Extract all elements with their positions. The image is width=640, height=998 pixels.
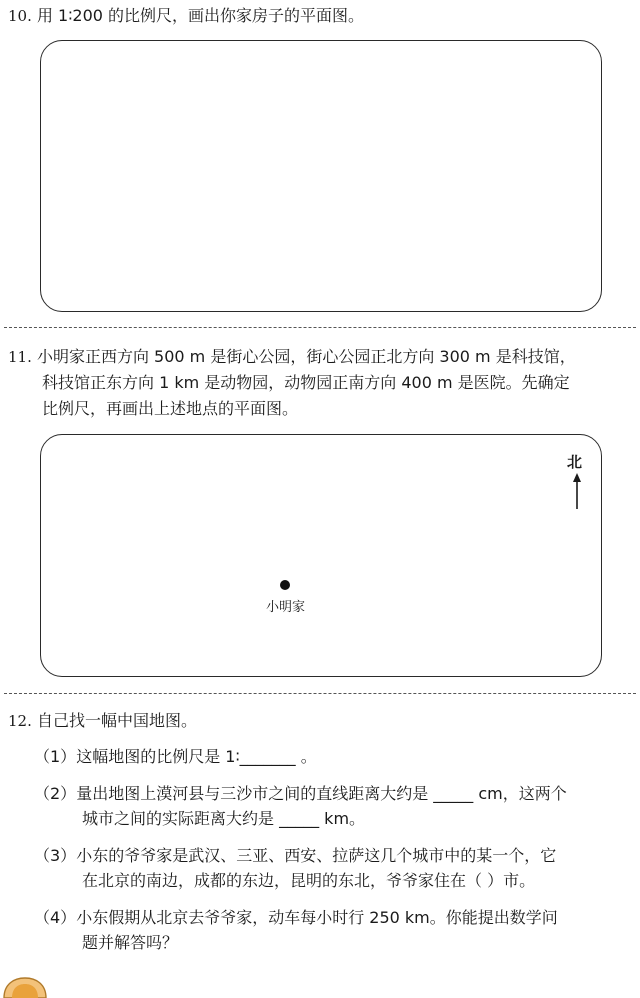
q12-number: 12. xyxy=(8,712,32,730)
flower-badge-icon xyxy=(0,976,50,998)
q12-sub-3-line-1: 小东的爷爷家是武汉、三亚、西安、拉萨这几个城市中的某一个，它 xyxy=(76,846,557,865)
q12-sub-2-label: （2） xyxy=(34,784,77,803)
q11-prompt-line-1 xyxy=(8,346,576,368)
q12-sub-1 xyxy=(34,746,317,768)
q12-sub-2 xyxy=(34,783,567,805)
q12-sub-2-line-2: 城市之间的实际距离大约是 _____ km。 xyxy=(82,809,366,828)
home-label: 小明家 xyxy=(266,600,306,615)
q12-prompt xyxy=(8,710,197,732)
q12-sub-3-line-2: 在北京的南边，成都的东边，昆明的东北，爷爷家住在（ ）市。 xyxy=(82,871,536,890)
q11-number: 11. xyxy=(8,348,32,366)
north-arrow-icon xyxy=(571,473,583,511)
q12-sub-1-label: （1） xyxy=(34,747,77,766)
q12-sub-3 xyxy=(34,845,556,867)
q12-sub-4-label: （4） xyxy=(34,908,77,927)
q12-sub-3-label: （3） xyxy=(34,846,77,865)
q11-text-line-1: 小明家正西方向 500 m 是街心公园，街心公园正北方向 300 m 是科技馆， xyxy=(36,347,576,366)
q12-sub-4-line-1: 小东假期从北京去爷爷家，动车每小时行 250 km。你能提出数学问 xyxy=(76,908,558,927)
north-label: 北 xyxy=(567,453,583,471)
separator-2 xyxy=(4,693,636,694)
q10-number: 10. xyxy=(8,7,32,25)
q10-drawing-box[interactable] xyxy=(40,40,602,312)
q11-text-line-2: 科技馆正东方向 1 km 是动物园，动物园正南方向 400 m 是医院。先确定 xyxy=(42,373,570,392)
q12-sub-4 xyxy=(34,907,558,929)
q12-sub-4-line-2: 题并解答吗？ xyxy=(82,933,179,952)
q12-sub-1-line-1: 这幅地图的比例尺是 1∶_______ 。 xyxy=(76,747,317,766)
q10-text: 用 1∶200 的比例尺，画出你家房子的平面图。 xyxy=(36,6,365,25)
q12-sub-2-line-1: 量出地图上漠河县与三沙市之间的直线距离大约是 _____ cm，这两个 xyxy=(76,784,567,803)
home-dot-icon xyxy=(280,580,290,590)
q11-text-line-3: 比例尺，再画出上述地点的平面图。 xyxy=(42,399,299,418)
q12-text: 自己找一幅中国地图。 xyxy=(36,711,197,730)
separator-1 xyxy=(4,327,636,328)
q11-drawing-box[interactable] xyxy=(40,434,602,677)
q10-prompt xyxy=(8,5,364,27)
